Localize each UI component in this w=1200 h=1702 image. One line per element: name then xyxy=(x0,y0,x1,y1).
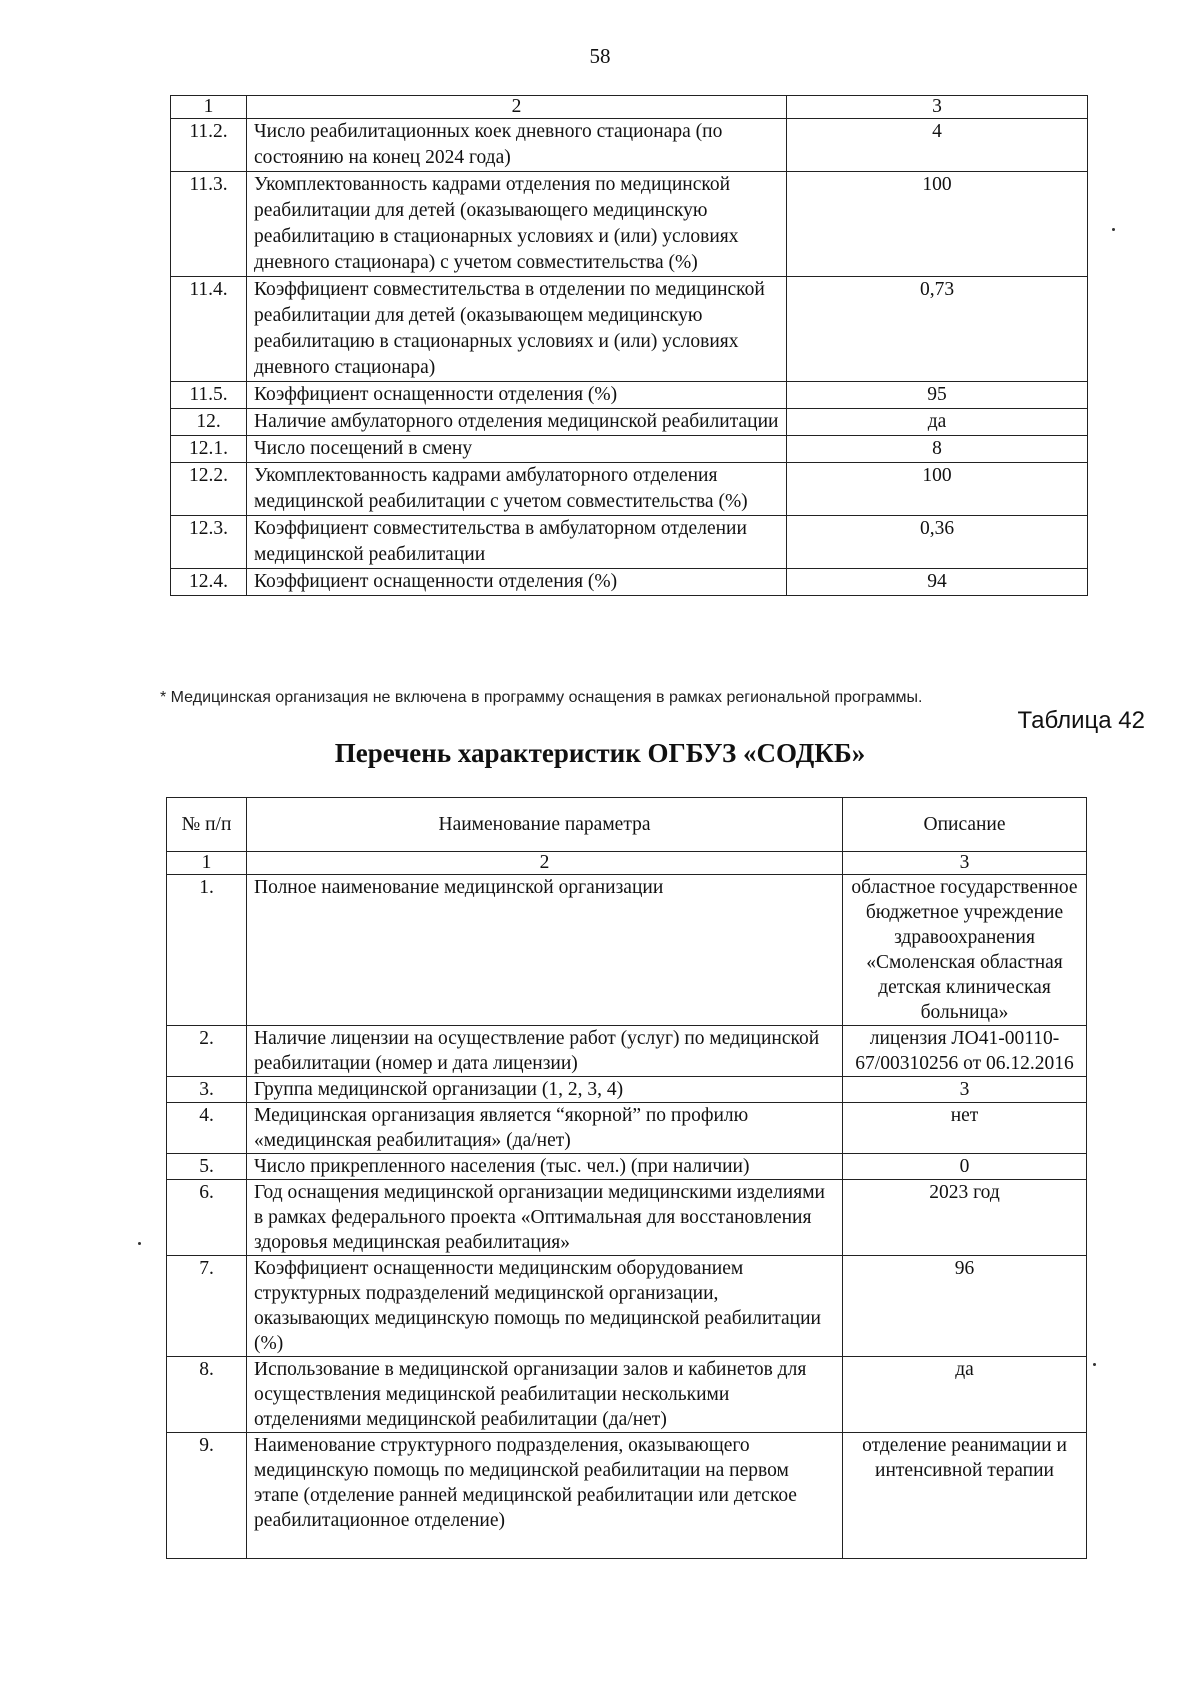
head-parameter: Наименование параметра xyxy=(247,798,843,852)
row-parameter: Коэффициент совместительства в амбулаторном отделении медицинской реабилитации xyxy=(247,516,787,569)
row-number: 11.4. xyxy=(171,277,247,382)
header-cell: 2 xyxy=(247,96,787,119)
row-parameter: Число посещений в смену xyxy=(247,436,787,463)
scan-speck xyxy=(1112,228,1115,231)
header-cell: 2 xyxy=(247,852,843,875)
row-value: да xyxy=(787,409,1088,436)
row-value: 96 xyxy=(843,1256,1087,1357)
row-number: 11.2. xyxy=(171,119,247,172)
table-row xyxy=(167,1433,1087,1559)
row-number: 1. xyxy=(167,875,247,1026)
row-value: лицензия ЛО41-00110-67/00310256 от 06.12.2016 xyxy=(843,1026,1087,1077)
row-number: 8. xyxy=(167,1357,247,1433)
table-row xyxy=(171,382,1088,409)
row-number: 7. xyxy=(167,1256,247,1357)
row-value: 0 xyxy=(843,1154,1087,1180)
row-number: 5. xyxy=(167,1154,247,1180)
table-header-row xyxy=(171,96,1088,119)
row-number: 11.3. xyxy=(171,172,247,277)
table-row xyxy=(171,172,1088,277)
row-value: 3 xyxy=(843,1077,1087,1103)
row-number: 11.5. xyxy=(171,382,247,409)
table-row xyxy=(167,1180,1087,1256)
head-number: № п/п xyxy=(167,798,247,852)
row-parameter: Полное наименование медицинской организации xyxy=(247,875,843,1026)
row-number: 12.2. xyxy=(171,463,247,516)
row-value: нет xyxy=(843,1103,1087,1154)
row-number: 2. xyxy=(167,1026,247,1077)
table-row xyxy=(167,875,1087,1026)
row-number: 3. xyxy=(167,1077,247,1103)
table-row xyxy=(171,516,1088,569)
row-parameter: Укомплектованность кадрами амбулаторного отделения медицинской реабилитации с учетом совместительства (%) xyxy=(247,463,787,516)
row-value: 0,36 xyxy=(787,516,1088,569)
table-row xyxy=(167,1103,1087,1154)
header-cell: 3 xyxy=(787,96,1088,119)
row-number: 12.3. xyxy=(171,516,247,569)
row-value: 2023 год xyxy=(843,1180,1087,1256)
row-value: отделение реанимации и интенсивной терапии xyxy=(843,1433,1087,1559)
row-parameter: Медицинская организация является “якорной” по профилю «медицинская реабилитация» (да/нет) xyxy=(247,1103,843,1154)
header-cell: 3 xyxy=(843,852,1087,875)
table-row xyxy=(167,1154,1087,1180)
row-parameter: Наличие амбулаторного отделения медицинской реабилитации xyxy=(247,409,787,436)
row-parameter: Коэффициент оснащенности отделения (%) xyxy=(247,569,787,596)
row-parameter: Коэффициент оснащенности отделения (%) xyxy=(247,382,787,409)
table-head-row xyxy=(167,798,1087,852)
row-value: да xyxy=(843,1357,1087,1433)
row-value: 0,73 xyxy=(787,277,1088,382)
row-parameter: Использование в медицинской организации залов и кабинетов для осуществления медицинской реабилитации несколькими отделениями медицинской реабилитации (да/нет) xyxy=(247,1357,843,1433)
row-number: 12. xyxy=(171,409,247,436)
row-value: 4 xyxy=(787,119,1088,172)
table-row xyxy=(171,119,1088,172)
scan-speck xyxy=(1093,1363,1096,1366)
table-title: Перечень характеристик ОГБУЗ «СОДКБ» xyxy=(334,738,866,768)
row-parameter: Число прикрепленного населения (тыс. чел.) (при наличии) xyxy=(247,1154,843,1180)
table-row xyxy=(167,1077,1087,1103)
header-cell: 1 xyxy=(167,852,247,875)
footnote: * Медицинская организация не включена в программу оснащения в рамках региональной программы. xyxy=(160,689,923,706)
row-parameter: Число реабилитационных коек дневного стационара (по состоянию на конец 2024 года) xyxy=(247,119,787,172)
header-cell: 1 xyxy=(171,96,247,119)
row-parameter: Группа медицинской организации (1, 2, 3, 4) xyxy=(247,1077,843,1103)
table-row xyxy=(171,409,1088,436)
table-row xyxy=(171,569,1088,596)
row-value: 94 xyxy=(787,569,1088,596)
table-row xyxy=(171,436,1088,463)
row-number: 12.4. xyxy=(171,569,247,596)
table-label: Таблица 42 xyxy=(1017,707,1145,734)
row-number: 4. xyxy=(167,1103,247,1154)
row-value: 100 xyxy=(787,172,1088,277)
row-parameter: Коэффициент совместительства в отделении по медицинской реабилитации для детей (оказывающем медицинскую реабилитацию в стационарных условиях и (или) условиях дневного стационара) xyxy=(247,277,787,382)
table-row xyxy=(167,1026,1087,1077)
page-number: 58 xyxy=(589,44,611,68)
scan-speck xyxy=(138,1242,141,1245)
row-number: 6. xyxy=(167,1180,247,1256)
row-parameter: Год оснащения медицинской организации медицинскими изделиями в рамках федерального проекта «Оптимальная для восстановления здоровья медицинская реабилитация» xyxy=(247,1180,843,1256)
row-value: областное государственное бюджетное учреждение здравоохранения «Смоленская областная детская клиническая больница» xyxy=(843,875,1087,1026)
row-number: 9. xyxy=(167,1433,247,1559)
row-parameter: Наличие лицензии на осуществление работ (услуг) по медицинской реабилитации (номер и дата лицензии) xyxy=(247,1026,843,1077)
characteristics-table-continued xyxy=(170,95,1088,596)
row-value: 100 xyxy=(787,463,1088,516)
characteristics-table xyxy=(166,797,1087,1559)
row-parameter: Наименование структурного подразделения, оказывающего медицинскую помощь по медицинской реабилитации на первом этапе (отделение ранней медицинской реабилитации или детское реабилитационное отделение) xyxy=(247,1433,843,1559)
row-value: 8 xyxy=(787,436,1088,463)
row-parameter: Укомплектованность кадрами отделения по медицинской реабилитации для детей (оказывающего медицинскую реабилитацию в стационарных условиях и (или) условиях дневного стационара) с учетом совместительства (%) xyxy=(247,172,787,277)
table-row xyxy=(167,1357,1087,1433)
head-value: Описание xyxy=(843,798,1087,852)
row-value: 95 xyxy=(787,382,1088,409)
row-number: 12.1. xyxy=(171,436,247,463)
table-header-row xyxy=(167,852,1087,875)
table-row xyxy=(171,463,1088,516)
table-row xyxy=(171,277,1088,382)
table-row xyxy=(167,1256,1087,1357)
row-parameter: Коэффициент оснащенности медицинским оборудованием структурных подразделений медицинской организации, оказывающих медицинскую помощь по медицинской реабилитации (%) xyxy=(247,1256,843,1357)
